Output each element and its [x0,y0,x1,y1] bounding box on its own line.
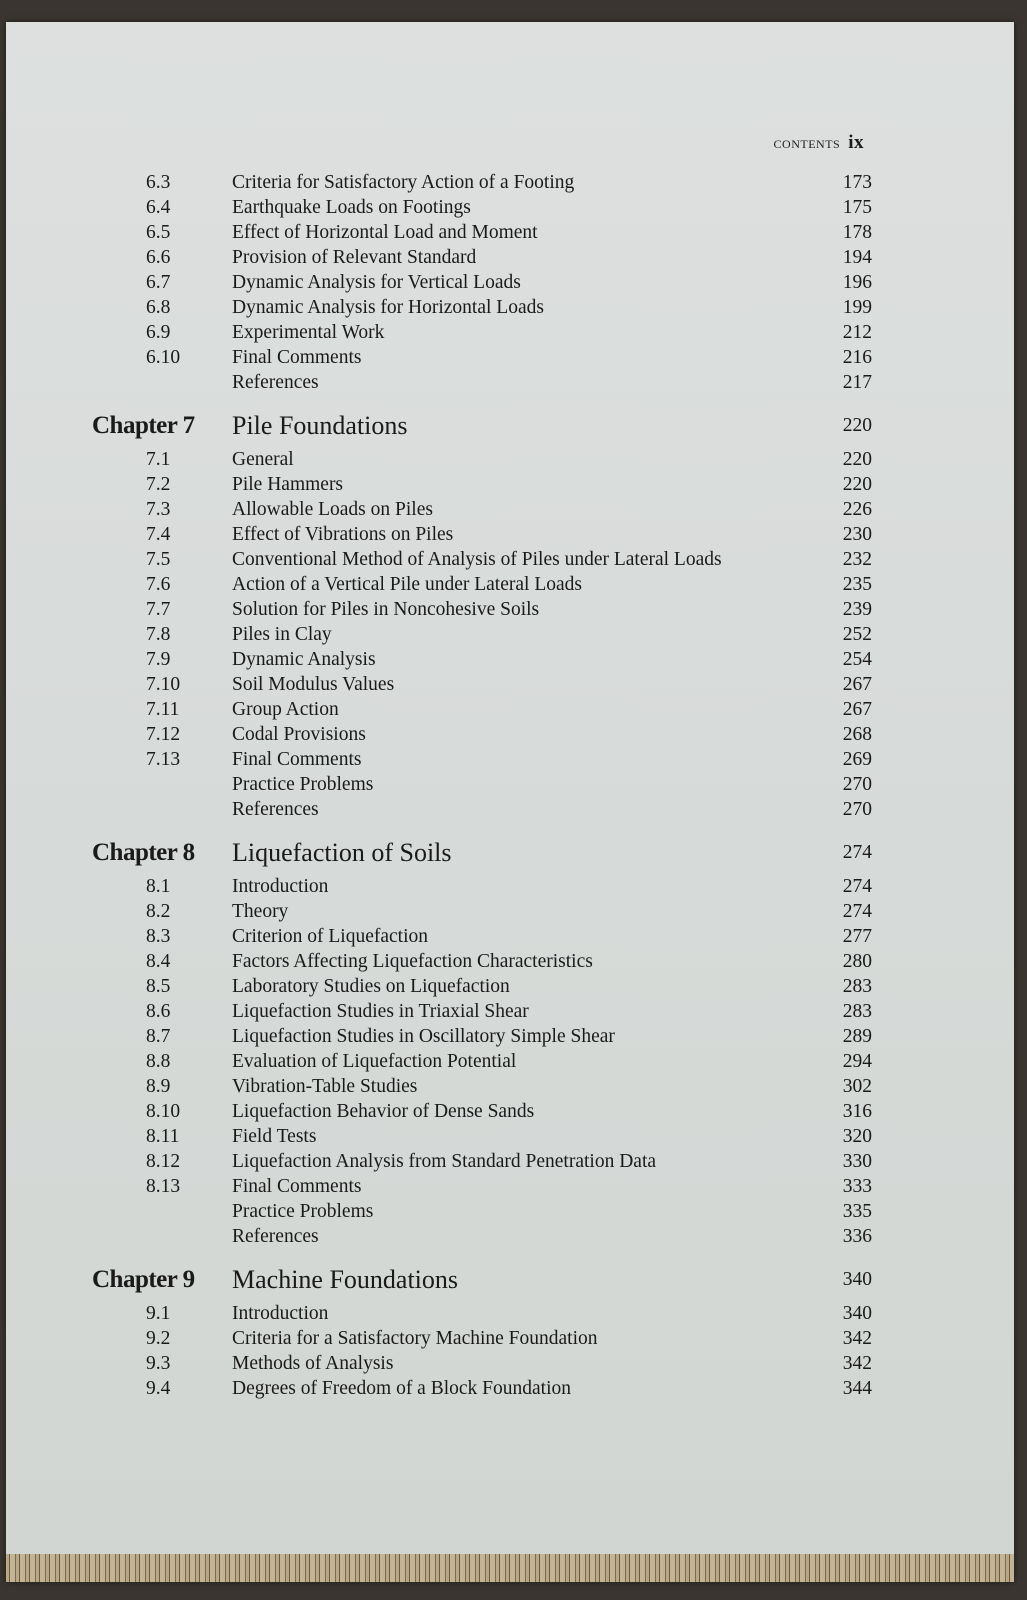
toc-entry [6,899,1014,924]
toc-entry [6,447,1014,472]
toc-entry [6,772,1014,797]
section-number: 6.8 [146,297,171,318]
section-number: 8.1 [146,876,171,897]
running-head [774,132,864,154]
toc-entry [6,622,1014,647]
section-title: Piles in Clay [232,624,332,645]
toc-entry [6,1074,1014,1099]
toc-entry [6,1301,1014,1326]
page-ref: 270 [842,774,872,795]
section-number: 8.2 [146,901,171,922]
toc-entry [6,924,1014,949]
chapter-heading [6,840,1014,874]
section-number: 7.3 [146,499,171,520]
page-ref: 220 [842,474,872,495]
section-title: Final Comments [232,347,362,368]
book-page [6,22,1014,1582]
toc-entry [6,220,1014,245]
page-ref: 212 [842,322,872,343]
chapter-label: Chapter 9 [92,1266,195,1293]
section-number: 6.7 [146,272,171,293]
section-number: 8.12 [146,1151,181,1172]
section-number: 9.3 [146,1353,171,1374]
chapter-heading [6,413,1014,447]
toc-entry [6,722,1014,747]
page-ref: 220 [842,449,872,470]
page-ref: 267 [842,699,872,720]
page-ref: 316 [842,1101,872,1122]
page-ref: 267 [842,674,872,695]
toc-entry [6,245,1014,270]
section-number: 6.9 [146,322,171,343]
page-ref: 280 [842,951,872,972]
toc-entry [6,974,1014,999]
section-number: 7.13 [146,749,181,770]
toc-entry [6,1149,1014,1174]
section-title: Allowable Loads on Piles [232,499,433,520]
section-title: Criterion of Liquefaction [232,926,429,947]
section-title: Dynamic Analysis for Horizontal Loads [232,297,544,318]
page-ref: 178 [842,222,872,243]
page-ref: 294 [842,1051,872,1072]
section-number: 9.2 [146,1328,171,1349]
toc-entry [6,1099,1014,1124]
section-title: Solution for Piles in Noncohesive Soils [232,599,540,620]
section-number: 8.13 [146,1176,181,1197]
section-number: 8.4 [146,951,171,972]
section-title: Methods of Analysis [232,1353,394,1374]
toc-entry [6,522,1014,547]
page-ref: 268 [842,724,872,745]
section-title: Evaluation of Liquefaction Potential [232,1051,517,1072]
section-title: Degrees of Freedom of a Block Foundation [232,1378,572,1399]
section-number: 8.6 [146,1001,171,1022]
chapter-heading [6,1267,1014,1301]
section-number: 7.7 [146,599,171,620]
section-title: Theory [232,901,289,922]
toc-entry [6,747,1014,772]
page-ref: 235 [842,574,872,595]
section-number: 8.5 [146,976,171,997]
section-number: 7.6 [146,574,171,595]
section-title: Experimental Work [232,322,385,343]
page-ref: 226 [842,499,872,520]
toc-entry [6,270,1014,295]
toc-entry [6,999,1014,1024]
page-ref: 173 [842,172,872,193]
page-ref: 199 [842,297,872,318]
section-title: General [232,449,294,470]
toc-entry [6,1351,1014,1376]
toc-entry [6,497,1014,522]
section-number: 8.11 [146,1126,180,1147]
section-title: Conventional Method of Analysis of Piles under Lateral Loads [232,549,722,570]
toc-entry [6,874,1014,899]
section-title: Earthquake Loads on Footings [232,197,471,218]
toc-entry [6,345,1014,370]
section-number: 7.12 [146,724,181,745]
chapter-label: Chapter 8 [92,839,195,866]
toc-entry [6,1049,1014,1074]
page-ref: 239 [842,599,872,620]
toc-entry [6,697,1014,722]
section-number: 7.10 [146,674,181,695]
page-ref: 270 [842,799,872,820]
page-ref: 220 [842,415,872,436]
page-ref: 340 [842,1269,872,1290]
section-title: Criteria for Satisfactory Action of a Footing [232,172,575,193]
toc-entry [6,1199,1014,1224]
section-title: References [232,1226,319,1247]
section-number: 6.6 [146,247,171,268]
toc-entry [6,949,1014,974]
section-title: Liquefaction Studies in Triaxial Shear [232,1001,529,1022]
section-number: 7.1 [146,449,171,470]
page-ref: 230 [842,524,872,545]
page-ref: 289 [842,1026,872,1047]
toc-entry [6,472,1014,497]
chapter-title: Machine Foundations [232,1265,459,1294]
section-number: 8.7 [146,1026,171,1047]
section-number: 6.4 [146,197,171,218]
section-number: 8.8 [146,1051,171,1072]
toc-entry [6,170,1014,195]
section-number: 7.11 [146,699,180,720]
section-title: Final Comments [232,749,362,770]
section-title: Criteria for a Satisfactory Machine Foundation [232,1328,598,1349]
toc-entry [6,370,1014,395]
section-title: Final Comments [232,1176,362,1197]
section-title: Liquefaction Behavior of Dense Sands [232,1101,535,1122]
page-number: ix [848,132,864,153]
section-number: 8.3 [146,926,171,947]
section-number: 7.4 [146,524,171,545]
section-title: Liquefaction Analysis from Standard Penetration Data [232,1151,657,1172]
section-number: 9.4 [146,1378,171,1399]
toc-entry [6,1224,1014,1249]
chapter-title: Pile Foundations [232,411,408,440]
section-title: Laboratory Studies on Liquefaction [232,976,510,997]
toc-entry [6,572,1014,597]
section-title: Provision of Relevant Standard [232,247,477,268]
section-number: 6.10 [146,347,181,368]
section-title: Dynamic Analysis [232,649,376,670]
section-number: 6.3 [146,172,171,193]
running-head-label: contents [773,133,841,152]
section-title: Liquefaction Studies in Oscillatory Simple Shear [232,1026,615,1047]
toc-entry [6,1376,1014,1401]
toc-entry [6,647,1014,672]
section-number: 7.9 [146,649,171,670]
toc-entry [6,1174,1014,1199]
section-number: 8.9 [146,1076,171,1097]
section-title: Field Tests [232,1126,317,1147]
page-ref: 283 [842,976,872,997]
section-title: References [232,799,319,820]
page-ref: 330 [842,1151,872,1172]
chapter-title: Liquefaction of Soils [232,838,452,867]
page-ref: 342 [842,1328,872,1349]
section-number: 7.5 [146,549,171,570]
toc-entry [6,1024,1014,1049]
section-title: Pile Hammers [232,474,344,495]
page-ref: 217 [842,372,872,393]
page-ref: 216 [842,347,872,368]
section-title: Practice Problems [232,774,374,795]
section-title: Codal Provisions [232,724,366,745]
page-ref: 252 [842,624,872,645]
page-ref: 344 [842,1378,872,1399]
section-title: Introduction [232,876,329,897]
page-ref: 320 [842,1126,872,1147]
page-ref: 196 [842,272,872,293]
toc-entry [6,797,1014,822]
toc-entry [6,195,1014,220]
page-ref: 254 [842,649,872,670]
page-ref: 274 [842,842,872,863]
page-ref: 269 [842,749,872,770]
page-edge [6,1554,1014,1582]
page-ref: 277 [842,926,872,947]
section-title: Vibration-Table Studies [232,1076,418,1097]
page-ref: 340 [842,1303,872,1324]
section-number: 7.2 [146,474,171,495]
page-ref: 333 [842,1176,872,1197]
page-ref: 335 [842,1201,872,1222]
section-title: Factors Affecting Liquefaction Characteristics [232,951,593,972]
section-title: Introduction [232,1303,329,1324]
section-number: 9.1 [146,1303,171,1324]
section-title: Action of a Vertical Pile under Lateral Loads [232,574,582,595]
page-ref: 274 [842,876,872,897]
section-number: 8.10 [146,1101,181,1122]
toc-entry [6,547,1014,572]
section-title: Effect of Vibrations on Piles [232,524,454,545]
section-title: Practice Problems [232,1201,374,1222]
section-title: Soil Modulus Values [232,674,395,695]
section-number: 7.8 [146,624,171,645]
page-ref: 175 [842,197,872,218]
section-title: Dynamic Analysis for Vertical Loads [232,272,521,293]
page-ref: 274 [842,901,872,922]
section-title: Group Action [232,699,339,720]
toc-entry [6,295,1014,320]
toc-entry [6,597,1014,622]
page-ref: 336 [842,1226,872,1247]
page-ref: 283 [842,1001,872,1022]
toc-entry [6,1124,1014,1149]
page-ref: 194 [842,247,872,268]
section-title: References [232,372,319,393]
section-title: Effect of Horizontal Load and Moment [232,222,538,243]
page-ref: 302 [842,1076,872,1097]
section-number: 6.5 [146,222,171,243]
toc-entry [6,320,1014,345]
chapter-label: Chapter 7 [92,412,195,439]
page-ref: 342 [842,1353,872,1374]
toc-entry [6,672,1014,697]
toc-entry [6,1326,1014,1351]
page-ref: 232 [842,549,872,570]
